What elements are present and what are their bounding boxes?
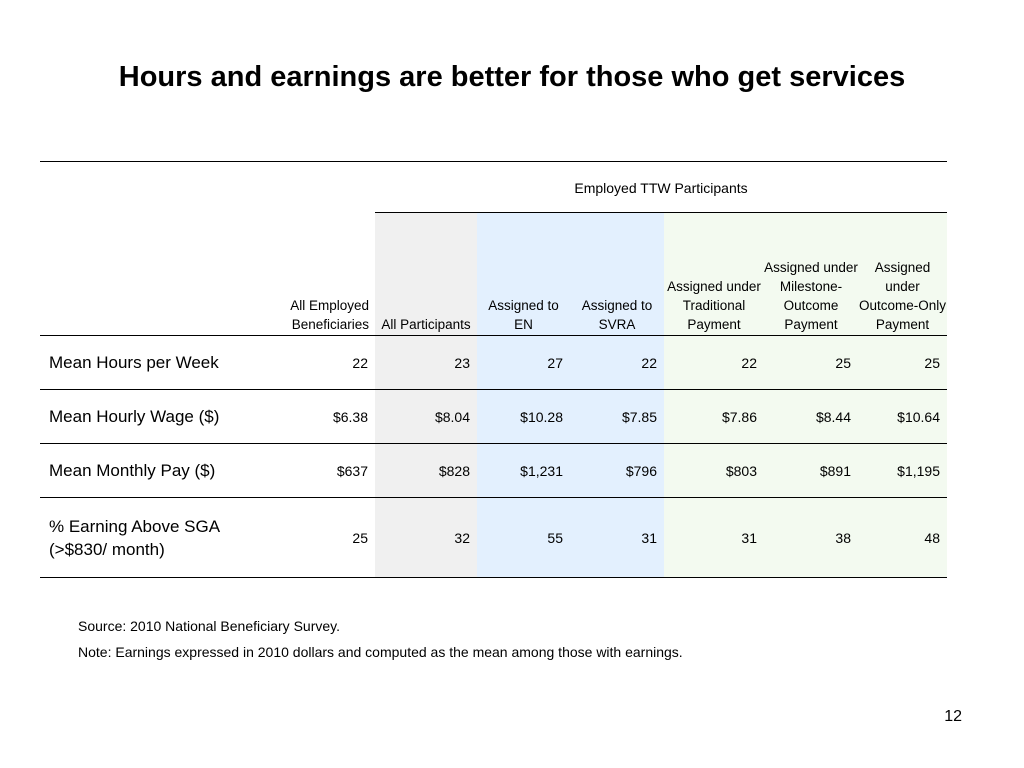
source-note: Source: 2010 National Beneficiary Survey. <box>78 618 340 634</box>
table-cell: 25 <box>764 336 858 390</box>
table-cell: 22 <box>664 336 764 390</box>
table-cell: 22 <box>570 336 664 390</box>
table-cell: $6.38 <box>268 390 375 444</box>
table-cell: $828 <box>375 444 477 498</box>
table-cell: 32 <box>375 498 477 578</box>
table-row <box>40 390 947 444</box>
table-cell: 23 <box>375 336 477 390</box>
column-header: Assigned to SVRA <box>570 213 664 336</box>
table-cell: $637 <box>268 444 375 498</box>
group-spacer <box>268 162 375 213</box>
column-header: All Employed Beneficiaries <box>268 213 375 336</box>
table-cell: $8.44 <box>764 390 858 444</box>
column-header-row <box>40 213 947 336</box>
results-table <box>40 162 947 578</box>
table-cell: $8.04 <box>375 390 477 444</box>
table-cell: 31 <box>664 498 764 578</box>
row-label: Mean Monthly Pay ($) <box>40 444 268 498</box>
table-cell: 22 <box>268 336 375 390</box>
table-cell: 25 <box>858 336 947 390</box>
table-row <box>40 336 947 390</box>
column-header: All Participants <box>375 213 477 336</box>
table-cell: $891 <box>764 444 858 498</box>
row-label-header <box>40 213 268 336</box>
column-header: Assigned under Traditional Payment <box>664 213 764 336</box>
table-cell: 27 <box>477 336 570 390</box>
table-cell: 48 <box>858 498 947 578</box>
row-label: Mean Hourly Wage ($) <box>40 390 268 444</box>
table-cell: $1,231 <box>477 444 570 498</box>
table-cell: $7.85 <box>570 390 664 444</box>
page-number: 12 <box>944 708 962 725</box>
column-header: Assigned under Milestone-Outcome Payment <box>764 213 858 336</box>
row-label: % Earning Above SGA (>$830/ month) <box>40 498 268 578</box>
group-header: Employed TTW Participants <box>375 162 947 213</box>
column-header: Assigned under Outcome-Only Payment <box>858 213 947 336</box>
table-row <box>40 444 947 498</box>
table-cell: 55 <box>477 498 570 578</box>
group-spacer <box>40 162 268 213</box>
table-cell: $10.64 <box>858 390 947 444</box>
table-cell: 38 <box>764 498 858 578</box>
table-cell: 31 <box>570 498 664 578</box>
table-cell: $10.28 <box>477 390 570 444</box>
table-cell: $7.86 <box>664 390 764 444</box>
footnotes <box>78 613 683 665</box>
earnings-note: Note: Earnings expressed in 2010 dollars and computed as the mean among those with earnings. <box>78 644 683 660</box>
column-header: Assigned to EN <box>477 213 570 336</box>
table-cell: $796 <box>570 444 664 498</box>
table-cell: 25 <box>268 498 375 578</box>
slide-title: Hours and earnings are better for those who get services <box>118 61 906 93</box>
table-row <box>40 498 947 578</box>
group-header-row <box>40 162 947 213</box>
table-cell: $803 <box>664 444 764 498</box>
table-cell: $1,195 <box>858 444 947 498</box>
row-label: Mean Hours per Week <box>40 336 268 390</box>
